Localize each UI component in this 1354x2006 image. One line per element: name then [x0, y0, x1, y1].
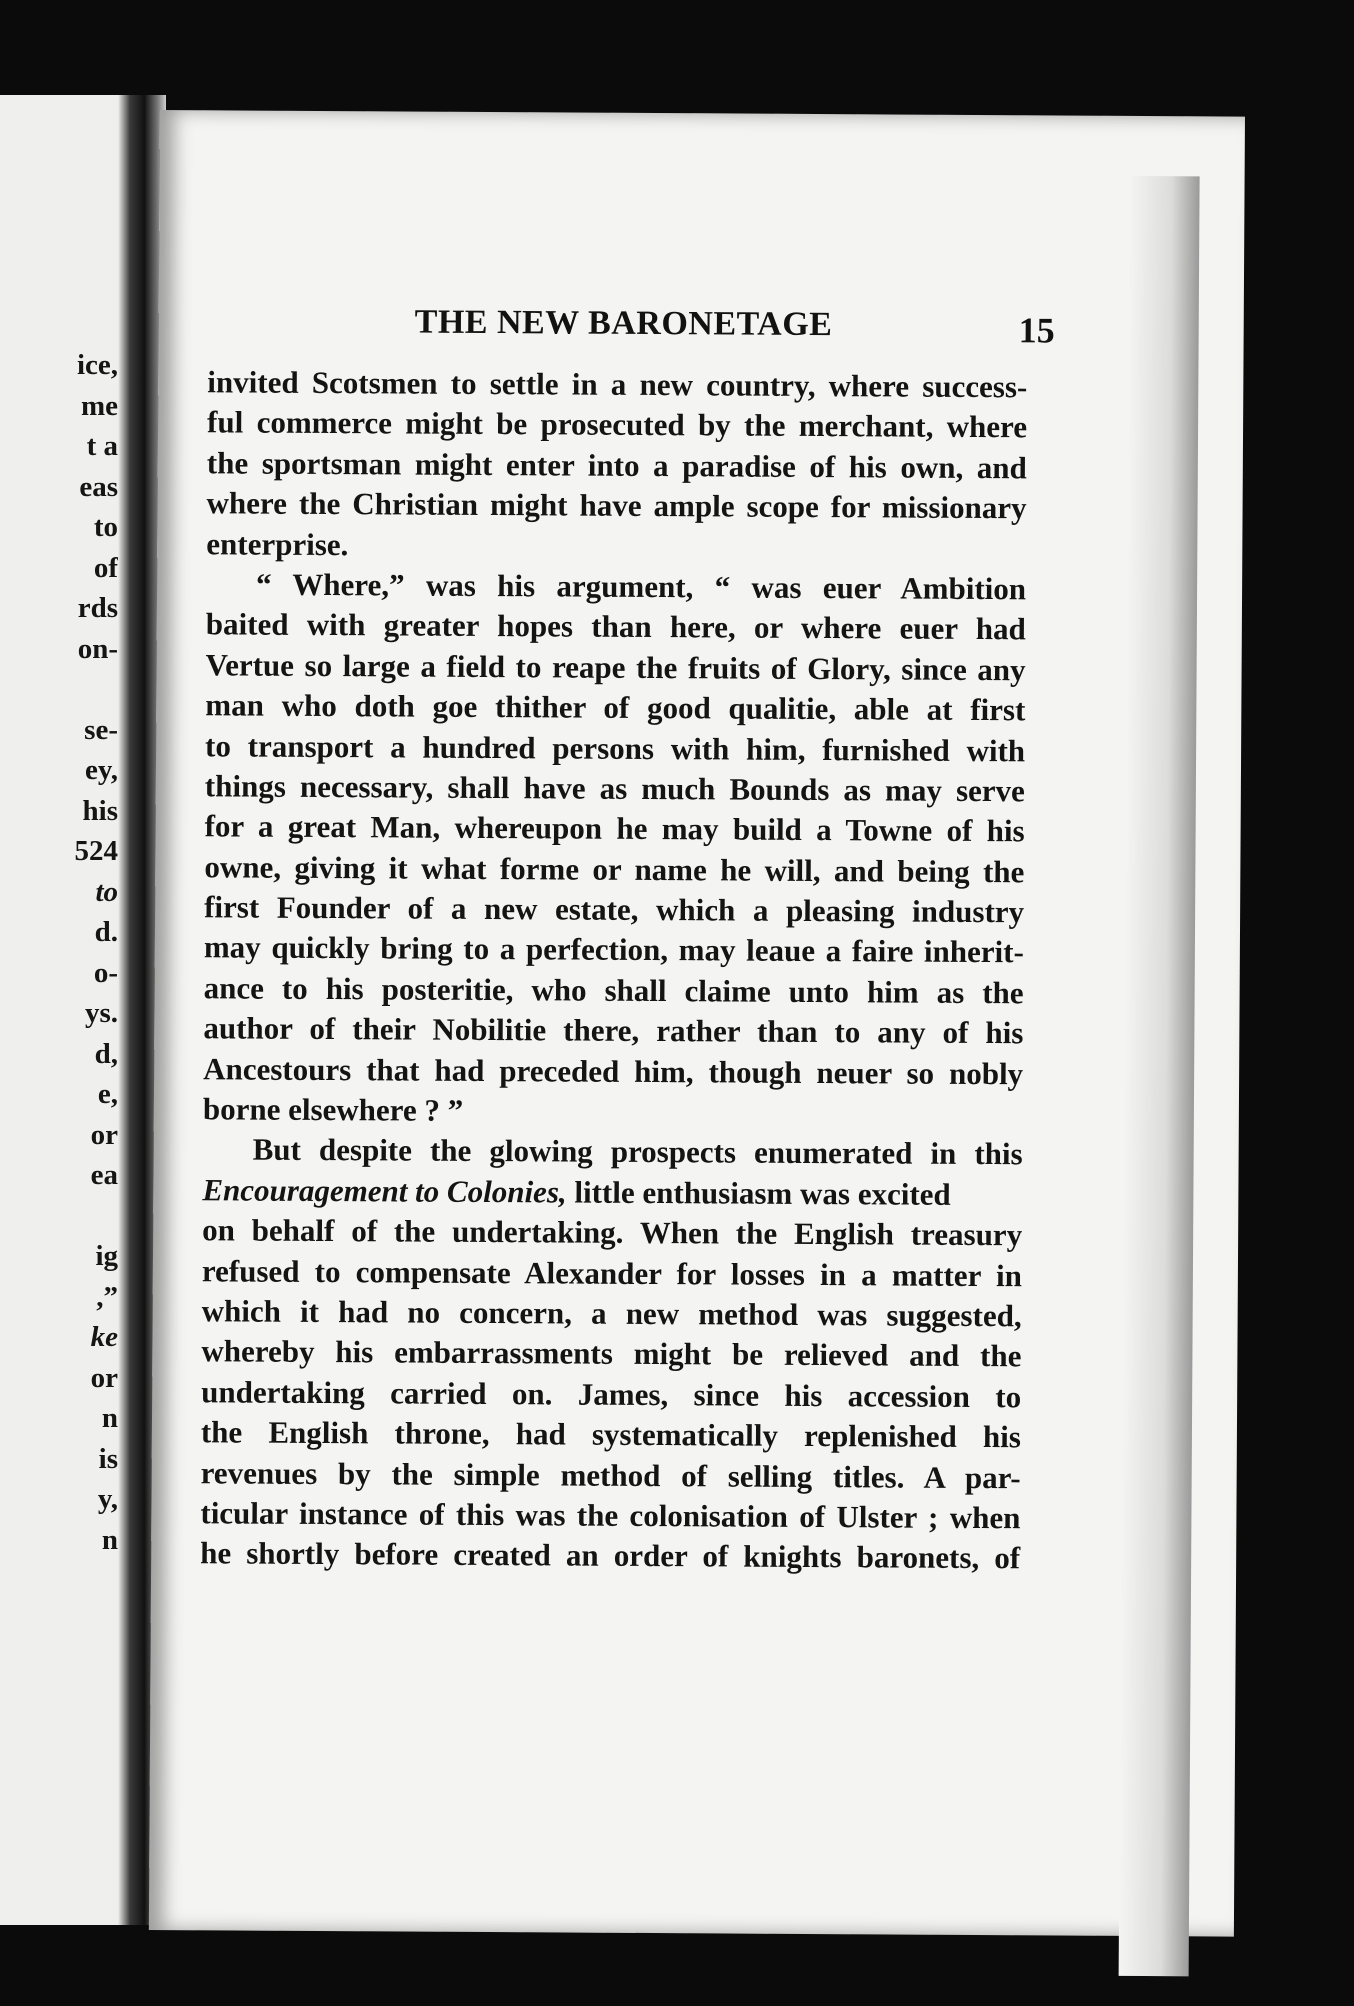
- previous-page-line: t a: [86, 430, 118, 462]
- text-line: baited with greater hopes than here, or where euer had: [205, 606, 1026, 647]
- previous-page-line: or: [90, 1361, 118, 1394]
- text-line: may quickly bring to a perfection, may leaue a faire inherit-: [203, 929, 1024, 970]
- text-line: refused to compensate Alexander for losses in a matter in: [201, 1252, 1023, 1293]
- previous-page-line: ys.: [84, 997, 118, 1029]
- previous-page-line: ea: [90, 1159, 118, 1191]
- previous-page-line: [0, 1196, 118, 1237]
- text-line: “ Where,” was his argument, “ was euer Ambition: [255, 566, 1027, 607]
- previous-page-line: ey,: [84, 754, 118, 786]
- previous-page-line: to: [95, 875, 118, 908]
- text-line: man who doth goe thither of good qualitie, able at first: [205, 687, 1026, 728]
- text-line: for a great Man, whereupon he may build a Towne of his: [204, 808, 1025, 849]
- previous-page-line: eas: [79, 470, 118, 503]
- text-line: But despite the glowing prospects enumerated in this: [252, 1132, 1023, 1172]
- previous-page-line: e,: [97, 1078, 118, 1110]
- previous-page-line: n: [101, 1402, 118, 1434]
- text-line: the English throne, had systematically replenished his: [200, 1414, 1022, 1455]
- text-line: owne, giving it what forme or name he will, and being the: [204, 848, 1025, 889]
- text-line: things necessary, shall have as much Bounds as may serve: [204, 768, 1025, 809]
- previous-page-line: ,”: [96, 1280, 118, 1313]
- text-line: whereby his embarrassments might be relieved and the: [201, 1333, 1022, 1374]
- text-line-rest: little enthusiasm was excited: [566, 1174, 951, 1212]
- text-line: undertaking carried on. James, since his accession to: [201, 1374, 1022, 1415]
- running-head: THE NEW BARONETAGE: [414, 303, 833, 344]
- text-line: the sportsman might enter into a paradise of his own, and: [206, 445, 1027, 486]
- text-line: author of their Nobilitie there, rather than to any of his: [203, 1010, 1024, 1051]
- text-line: Ancestours that had preceded him, though neuer so nobly: [203, 1050, 1024, 1091]
- previous-page-line: ke: [90, 1321, 118, 1353]
- previous-page-line: o-: [93, 956, 118, 989]
- book-title-italic: Encouragement to Colonies,: [202, 1172, 567, 1210]
- text-line: enterprise.: [206, 525, 349, 562]
- previous-page-line: me: [80, 389, 118, 422]
- text-line: first Founder of a new estate, which a pleasing industry: [204, 889, 1025, 930]
- previous-page-line: of: [93, 551, 118, 584]
- text-line: invited Scotsmen to settle in a new country, where success-: [207, 364, 1028, 405]
- text-line: revenues by the simple method of selling titles. A par-: [200, 1454, 1021, 1495]
- previous-page-line: se-: [84, 713, 118, 746]
- previous-page-line: ice,: [76, 349, 118, 381]
- previous-page-line: d,: [94, 1037, 118, 1070]
- text-line: Vertue so large a field to reape the fruits of Glory, since any: [205, 647, 1026, 688]
- page-edge-shadow: [1119, 176, 1200, 1976]
- text-line: where the Christian might have ample scope for missionary: [206, 485, 1027, 526]
- text-line: ticular instance of this was the colonisation of Ulster ; when: [200, 1495, 1021, 1536]
- previous-page-line: his: [82, 794, 118, 827]
- previous-page: [0, 95, 128, 1925]
- previous-page-line: is: [98, 1442, 118, 1475]
- previous-page-line: ig: [95, 1240, 118, 1272]
- previous-page-line: d.: [94, 916, 118, 948]
- previous-page-line: on-: [77, 632, 118, 665]
- current-page: [149, 110, 1245, 1937]
- previous-page-line: y,: [97, 1483, 118, 1515]
- text-line: ance to his posteritie, who shall claime unto him as the: [203, 970, 1024, 1011]
- body-text: [200, 362, 1027, 1579]
- text-line: ful commerce might be prosecuted by the merchant, where: [206, 404, 1028, 445]
- text-line: he shortly before created an order of knights baronets, of: [200, 1535, 1021, 1576]
- previous-page-line: 524: [74, 835, 118, 867]
- previous-page-line: n: [101, 1523, 118, 1556]
- text-line: on behalf of the undertaking. When the English treasury: [202, 1212, 1023, 1253]
- previous-page-line: [0, 669, 118, 710]
- previous-page-line: rds: [77, 592, 118, 624]
- previous-page-line: or: [90, 1118, 118, 1151]
- page-number: 15: [1018, 310, 1055, 351]
- text-line: which it had no concern, a new method was suggested,: [201, 1293, 1022, 1334]
- previous-page-text: [0, 345, 118, 1560]
- text-line: to transport a hundred persons with him, furnished with: [205, 727, 1026, 768]
- text-line: borne elsewhere ? ”: [202, 1091, 464, 1128]
- text-line: [202, 1170, 1022, 1215]
- previous-page-line: to: [93, 511, 118, 543]
